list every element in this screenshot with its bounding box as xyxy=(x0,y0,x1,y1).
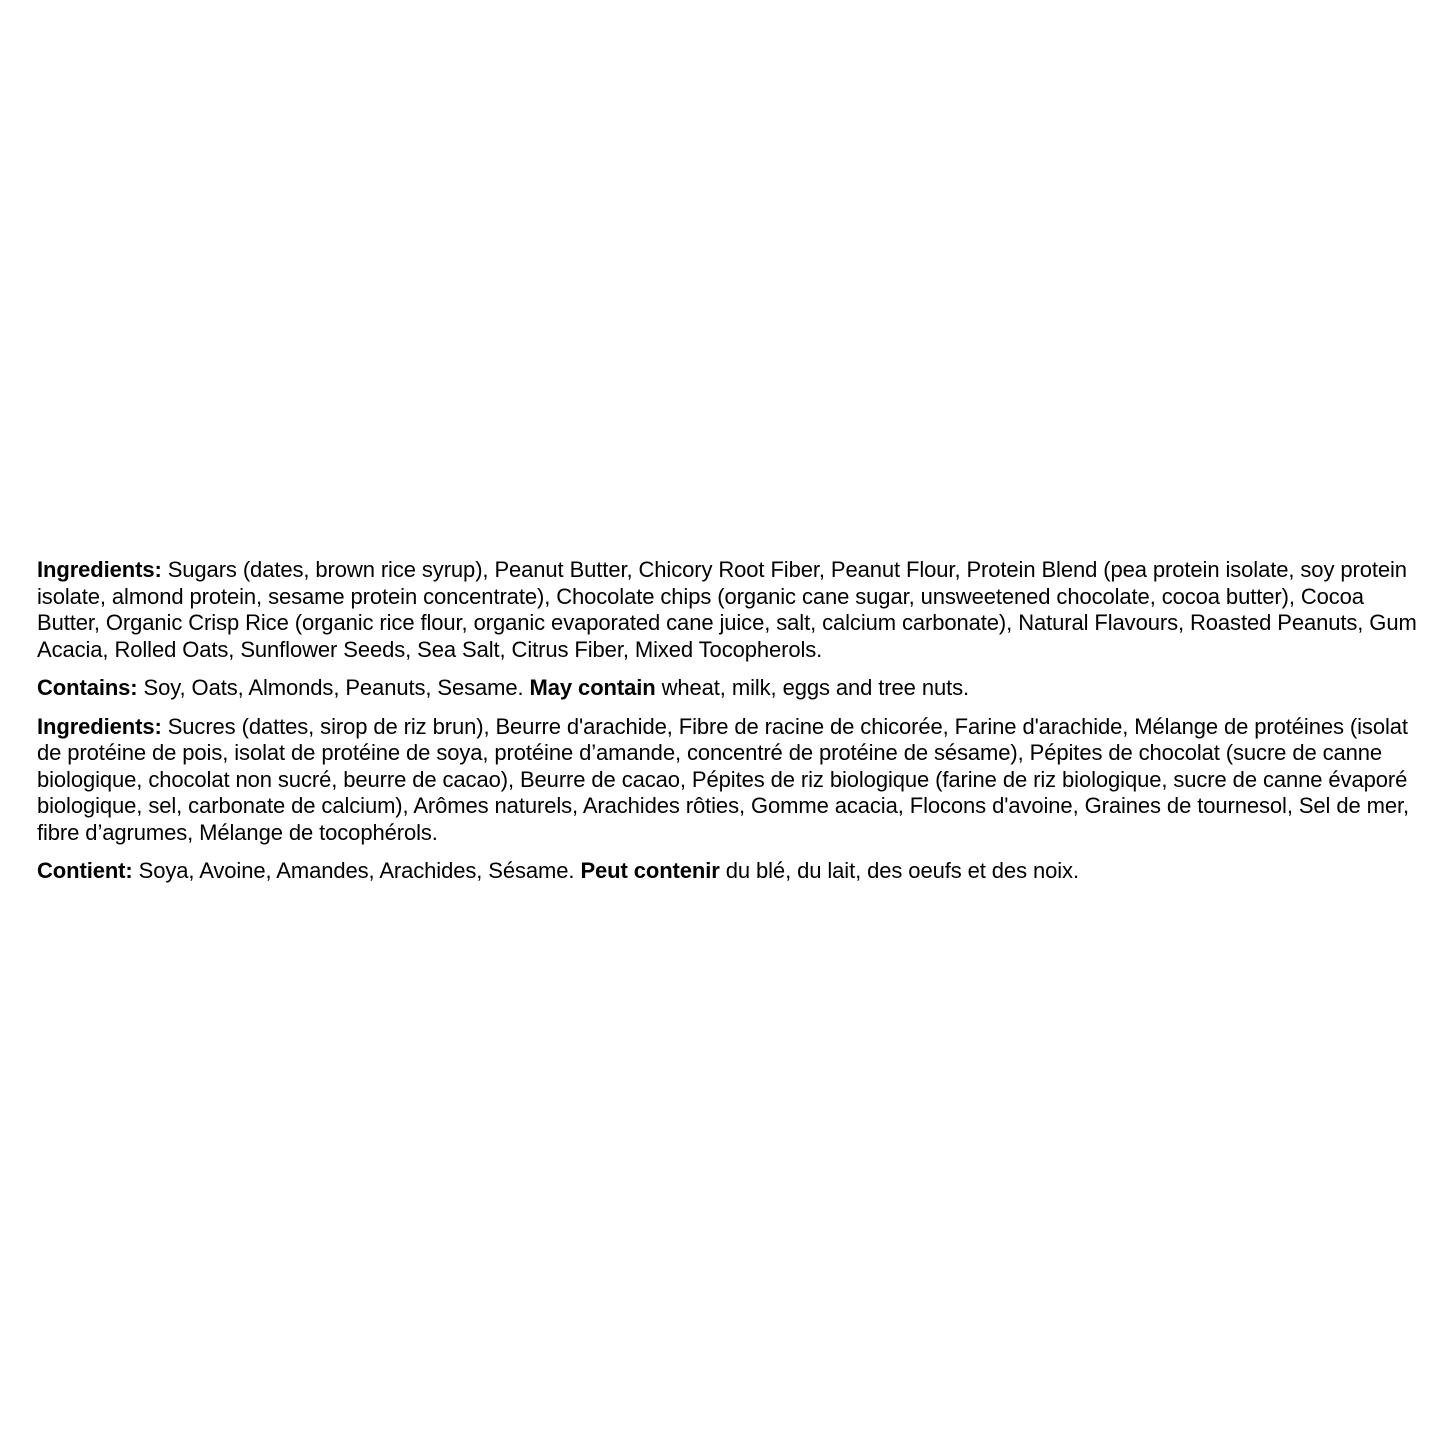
allergens-english xyxy=(37,675,1417,702)
may-contain-heading: May contain xyxy=(529,675,656,700)
allergens-french xyxy=(37,858,1417,885)
contains-heading: Contains: xyxy=(37,675,138,700)
ingredients-heading-fr: Ingredients: xyxy=(37,713,162,739)
contains-list-fr: Soya, Avoine, Amandes, Arachides, Sésame. xyxy=(132,858,581,883)
ingredients-list: Sugars (dates, brown rice syrup), Peanut Butter, Chicory Root Fiber, Peanut Flour, Protein Blend (pea protein isolate, soy protein isolate, almond protein, sesame protein concentrate), Chocolate chips (organic cane sugar, unsweetened chocolate, cocoa butter), Cocoa Butter, Organic Crisp Rice (organic rice flour, organic evaporated cane juice, salt, calcium carbonate), Natural Flavours, Roasted Peanuts, Gum Acacia, Rolled Oats, Sunflower Seeds, Sea Salt, Citrus Fiber, Mixed Tocopherols. xyxy=(37,557,1417,662)
may-contain-list: wheat, milk, eggs and tree nuts. xyxy=(655,675,970,700)
contains-heading-fr: Contient: xyxy=(37,858,133,883)
ingredients-list-fr: Sucres (dattes, sirop de riz brun), Beurre d'arachide, Fibre de racine de chicorée, Farine d'arachide, Mélange de protéines (isolat de protéine de pois, isolat de protéine de soya, protéine d’amande, concentré de protéine de sésame), Pépites de chocolat (sucre de canne biologique, chocolat non sucré, beurre de cacao), Beurre de cacao, Pépites de riz biologique (farine de riz biologique, sucre de canne évaporé biologique, sel, carbonate de calcium), Arômes naturels, Arachides rôties, Gomme acacia, Flocons d'avoine, Graines de tournesol, Sel de mer, fibre d’agrumes, Mélange de tocophérols. xyxy=(37,713,1410,845)
ingredient-label xyxy=(37,557,1417,897)
contains-list: Soy, Oats, Almonds, Peanuts, Sesame. xyxy=(137,675,530,700)
ingredients-heading: Ingredients: xyxy=(37,557,162,582)
may-contain-list-fr: du blé, du lait, des oeufs et des noix. xyxy=(719,858,1079,883)
may-contain-heading-fr: Peut contenir xyxy=(580,858,720,883)
ingredients-french xyxy=(37,714,1417,847)
ingredients-english xyxy=(37,557,1417,663)
